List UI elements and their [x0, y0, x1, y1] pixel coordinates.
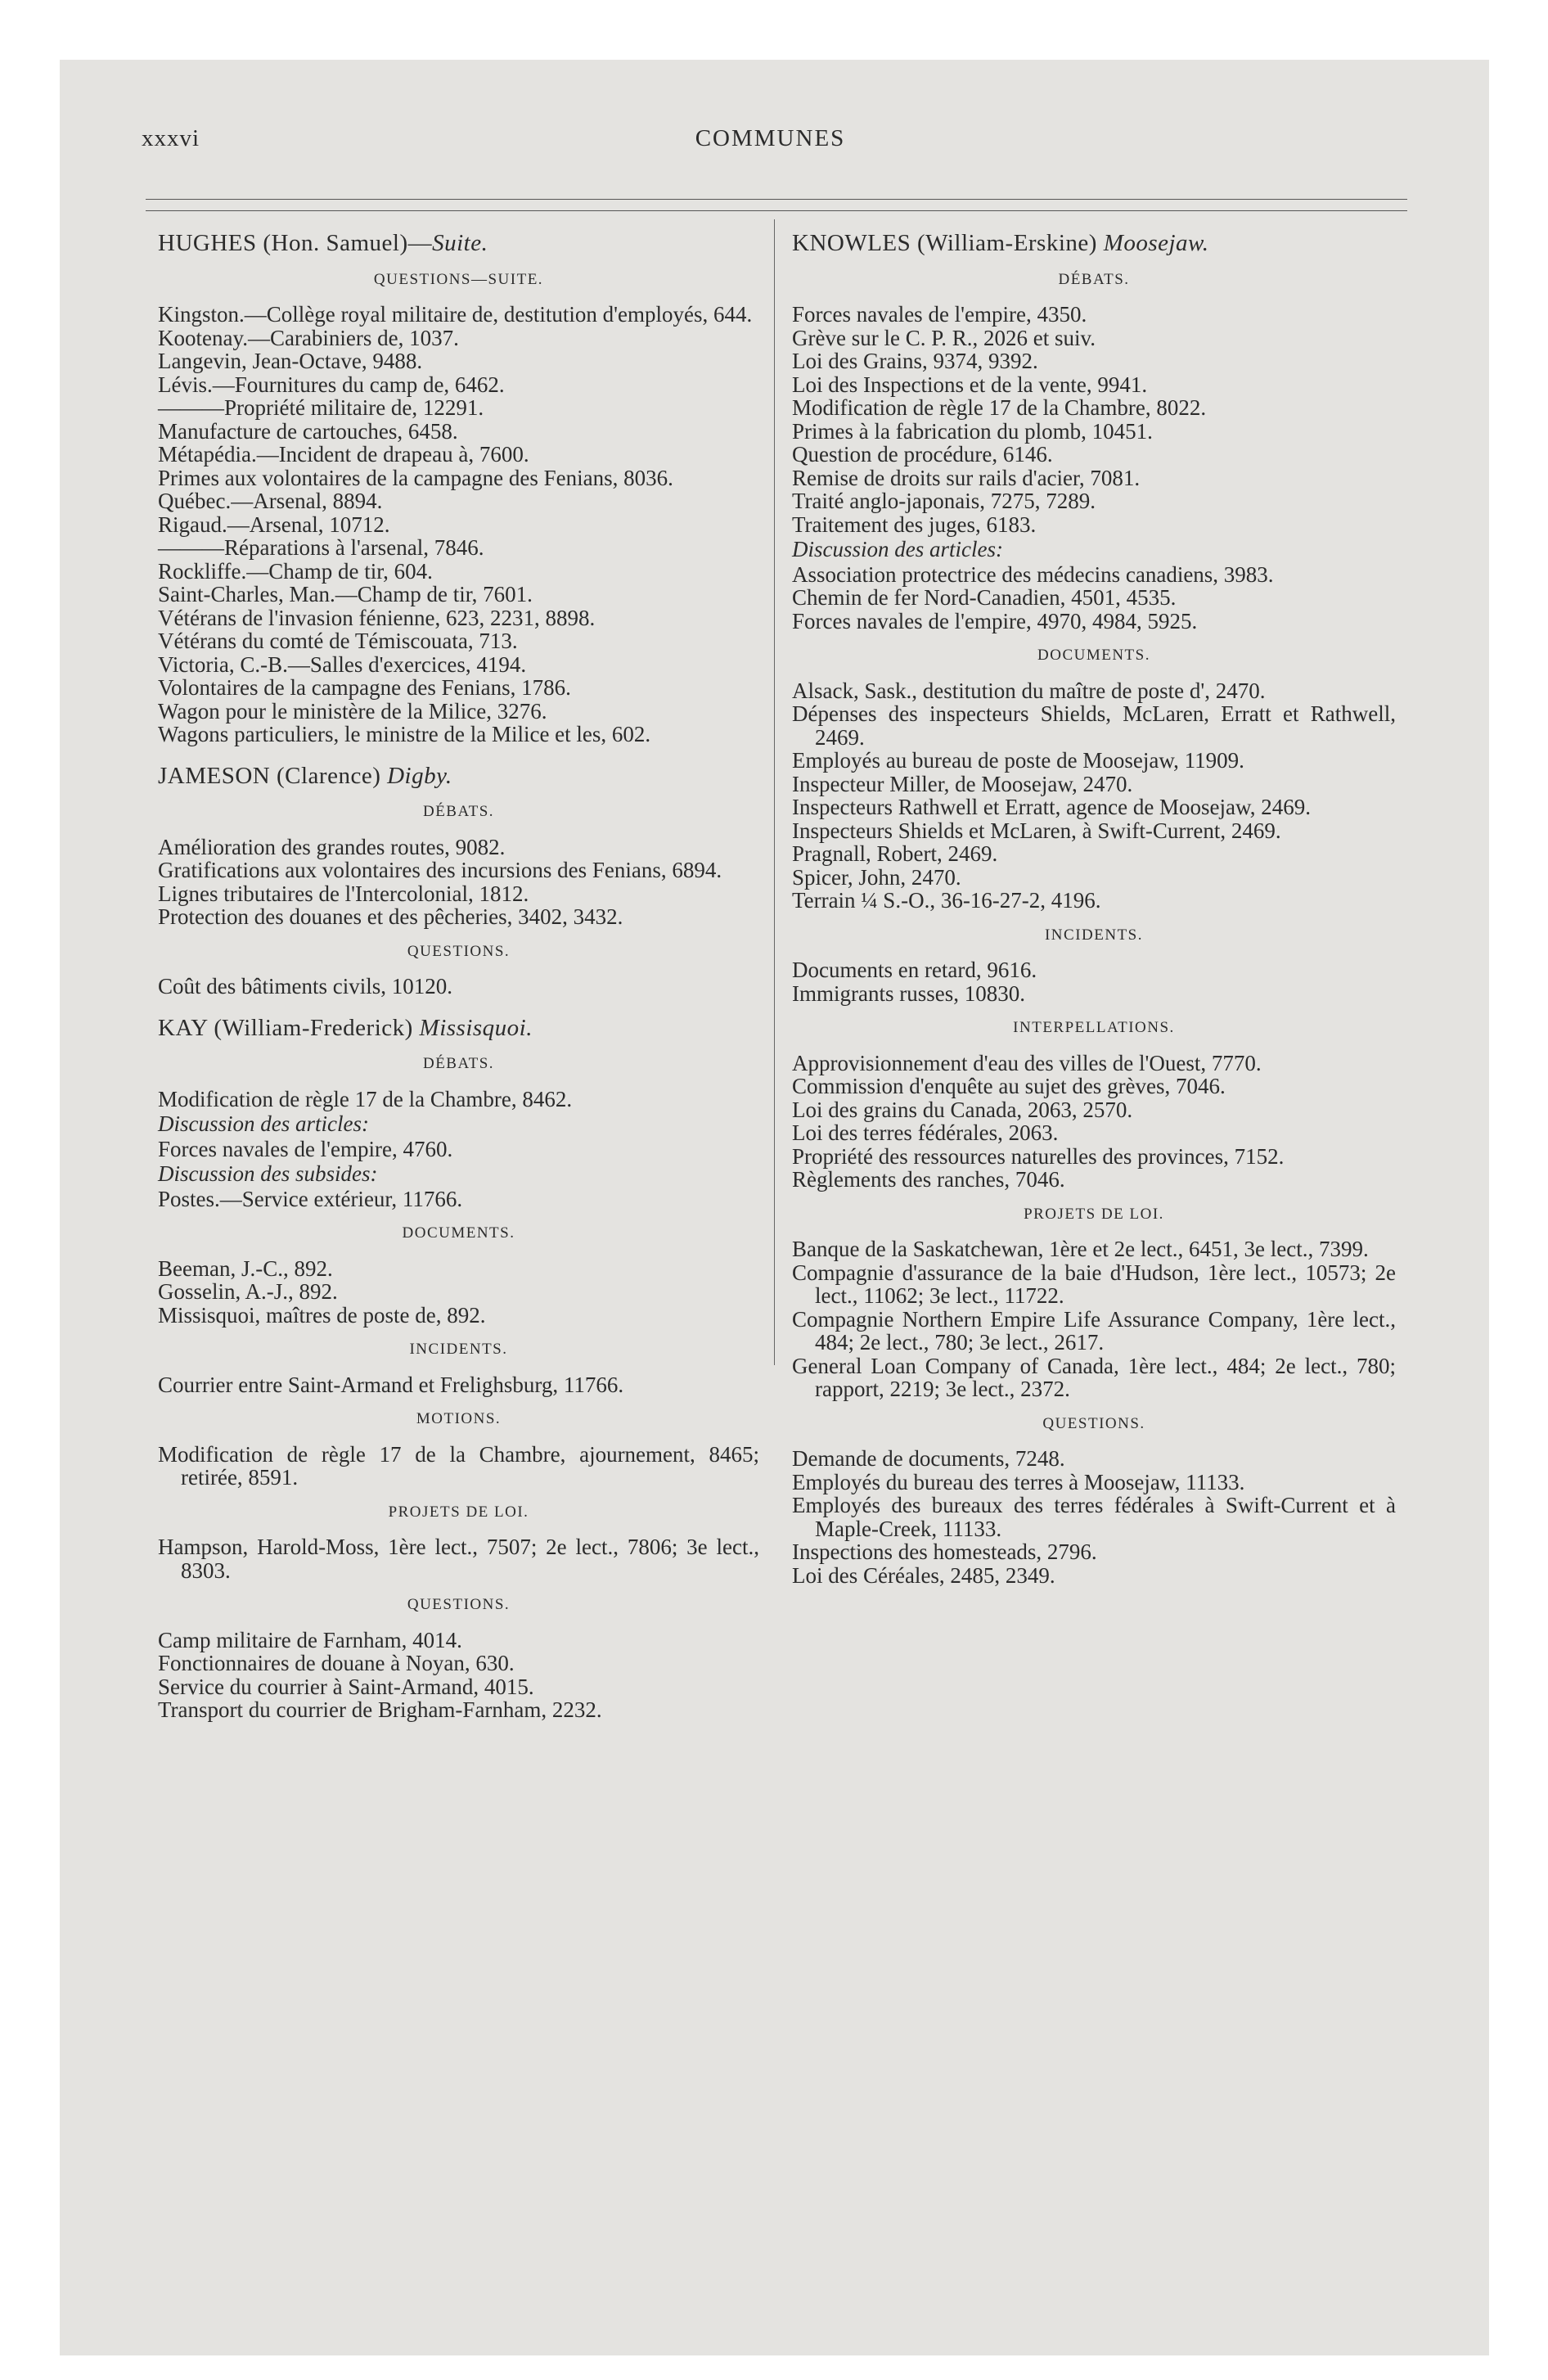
index-entry: Gratifications aux volontaires des incursions des Fenians, 6894. [158, 858, 722, 882]
index-entry: Coût des bâtiments civils, 10120. [158, 974, 452, 998]
index-entry: Forces navales de l'empire, 4760. [158, 1136, 453, 1161]
index-entry: Vétérans de l'invasion fénienne, 623, 2231, 8898. [158, 605, 596, 630]
index-entry: Question de procédure, 6146. [792, 442, 1053, 467]
index-entry: Règlements des ranches, 7046. [792, 1167, 1065, 1192]
index-entry: Commission d'enquête au sujet des grèves, 7046. [792, 1074, 1226, 1098]
header-rule-top [146, 199, 1407, 200]
index-entry: Métapédia.—Incident de drapeau à, 7600. [158, 442, 529, 467]
index-entry: Vétérans du comté de Témiscouata, 713. [158, 629, 518, 653]
index-entry: General Loan Company of Canada, 1ère lect., 484; 2e lect., 780; rapport, 2219; 3e lect., 2372. [792, 1353, 1396, 1401]
running-head [142, 125, 1399, 158]
index-entry: Loi des Céréales, 2485, 2349. [792, 1562, 1055, 1588]
index-entry: Terrain ¼ S.-O., 36-16-27-2, 4196. [792, 888, 1101, 913]
index-entry: Service du courrier à Saint-Armand, 4015. [158, 1674, 534, 1699]
section-heading: QUESTIONS—SUITE. [373, 270, 544, 288]
index-entry: Manufacture de cartouches, 6458. [158, 418, 458, 444]
index-entry: Gosselin, A.-J., 892. [158, 1279, 338, 1304]
index-entry: Traité anglo-japonais, 7275, 7289. [792, 489, 1096, 513]
member-heading [158, 764, 759, 788]
index-entry: Protection des douanes et des pêcheries, 3402, 3432. [158, 904, 623, 929]
index-entry: Inspecteurs Shields et McLaren, à Swift-Current, 2469. [792, 818, 1281, 843]
index-entry: Inspections des homesteads, 2796. [792, 1539, 1097, 1564]
section-heading: MOTIONS. [416, 1410, 502, 1427]
index-entry: Forces navales de l'empire, 4970, 4984, 5925. [792, 608, 1198, 633]
section-heading: INCIDENTS. [409, 1341, 508, 1358]
index-entry: Modification de règle 17 de la Chambre, 8462. [158, 1086, 573, 1111]
index-entry: Remise de droits sur rails d'acier, 7081. [792, 465, 1141, 490]
index-entry: Alsack, Sask., destitution du maître de poste d', 2470. [792, 678, 1266, 703]
left-column [158, 232, 759, 1722]
index-entry: Wagons particuliers, le ministre de la Milice et les, 602. [158, 722, 651, 746]
section-heading: QUESTIONS. [407, 942, 511, 960]
column-divider [774, 219, 775, 1365]
subsection-heading: Discussion des subsides: [158, 1161, 378, 1186]
index-entry: Documents en retard, 9616. [792, 958, 1037, 982]
index-entry: Hampson, Harold-Moss, 1ère lect., 7507; 2e lect., 7806; 3e lect., 8303. [158, 1535, 759, 1583]
index-entry: Primes à la fabrication du plomb, 10451. [792, 418, 1153, 444]
member-heading [792, 232, 1396, 255]
index-entry: Rockliffe.—Champ de tir, 604. [158, 558, 433, 584]
index-entry: Forces navales de l'empire, 4350. [792, 302, 1087, 327]
index-entry: Loi des terres fédérales, 2063. [792, 1120, 1059, 1145]
index-entry: ———Propriété militaire de, 12291. [158, 395, 484, 420]
index-entry: Pragnall, Robert, 2469. [792, 841, 998, 866]
index-entry: Employés du bureau des terres à Moosejaw, 11133. [792, 1469, 1245, 1494]
index-entry: Loi des grains du Canada, 2063, 2570. [792, 1097, 1133, 1122]
page-number: xxxvi [142, 125, 200, 151]
member-name: HUGHES (Hon. Samuel)— [158, 230, 433, 256]
index-entry: Fonctionnaires de douane à Noyan, 630. [158, 1651, 515, 1675]
section-heading: PROJETS DE LOI. [1024, 1205, 1164, 1223]
index-entry: Employés au bureau de poste de Moosejaw, 11909. [792, 748, 1244, 773]
index-entry: Inspecteur Miller, de Moosejaw, 2470. [792, 771, 1133, 796]
index-entry: Compagnie Northern Empire Life Assurance Company, 1ère lect., 484; 2e lect., 780; 3e lect., 2617. [792, 1306, 1396, 1355]
header-rule-bottom [146, 210, 1407, 211]
index-entry: Banque de la Saskatchewan, 1ère et 2e lect., 6451, 3e lect., 7399. [792, 1237, 1369, 1261]
index-entry: Modification de règle 17 de la Chambre, 8022. [792, 395, 1207, 420]
index-entry: Langevin, Jean-Octave, 9488. [158, 349, 423, 373]
constituency: Digby. [387, 762, 452, 789]
index-entry: Spicer, John, 2470. [792, 864, 961, 890]
section-heading: DÉBATS. [422, 803, 495, 820]
index-entry: Beeman, J.-C., 892. [158, 1255, 333, 1281]
index-entry: Postes.—Service extérieur, 11766. [158, 1186, 463, 1211]
member-heading [158, 1016, 759, 1040]
member-name: JAMESON (Clarence) [158, 762, 388, 789]
index-entry: Wagon pour le ministère de la Milice, 3276. [158, 698, 547, 723]
index-entry: ———Réparations à l'arsenal, 7846. [158, 535, 484, 560]
section-heading: QUESTIONS. [1042, 1414, 1145, 1432]
index-entry: Immigrants russes, 10830. [792, 980, 1025, 1006]
section-heading: DOCUMENTS. [402, 1224, 515, 1242]
index-entry: Primes aux volontaires de la campagne des Fenians, 8036. [158, 465, 673, 490]
index-entry: Propriété des ressources naturelles des provinces, 7152. [792, 1143, 1285, 1169]
spacer [158, 998, 759, 1016]
index-entry: Rigaud.—Arsenal, 10712. [158, 512, 390, 537]
index-entry: Traitement des juges, 6183. [792, 512, 1037, 537]
section-heading: PROJETS DE LOI. [388, 1503, 529, 1521]
index-entry: Lignes tributaires de l'Intercolonial, 1812. [158, 881, 529, 906]
index-entry: Modification de règle 17 de la Chambre, ajournement, 8465; retirée, 8591. [158, 1441, 759, 1490]
index-entry: Demande de documents, 7248. [792, 1446, 1065, 1471]
index-entry: Loi des Grains, 9374, 9392. [792, 349, 1038, 373]
right-column [792, 232, 1396, 1587]
index-entry: Saint-Charles, Man.—Champ de tir, 7601. [158, 582, 533, 606]
section-heading: DOCUMENTS. [1037, 647, 1150, 664]
index-entry: Victoria, C.-B.—Salles d'exercices, 4194. [158, 651, 527, 677]
member-heading [158, 232, 759, 255]
subsection-heading: Discussion des articles: [158, 1111, 369, 1136]
constituency: Moosejaw. [1103, 230, 1209, 256]
book-page [60, 60, 1489, 2355]
index-entry: Missisquoi, maîtres de poste de, 892. [158, 1302, 486, 1327]
index-entry: Amélioration des grandes routes, 9082. [158, 834, 506, 859]
index-entry: Volontaires de la campagne des Fenians, 1786. [158, 675, 571, 700]
index-entry: Lévis.—Fournitures du camp de, 6462. [158, 372, 505, 397]
section-heading: INTERPELLATIONS. [1013, 1019, 1175, 1036]
index-entry: Kootenay.—Carabiniers de, 1037. [158, 325, 459, 350]
index-entry: Québec.—Arsenal, 8894. [158, 489, 383, 513]
page-title: COMMUNES [695, 125, 846, 151]
index-entry: Employés des bureaux des terres fédérales à Swift-Current et à Maple-Creek, 11133. [792, 1493, 1396, 1541]
section-heading: DÉBATS. [1058, 270, 1130, 288]
constituency: Missisquoi. [419, 1014, 533, 1041]
section-heading: INCIDENTS. [1044, 926, 1144, 944]
index-entry: Transport du courrier de Brigham-Farnham, 2232. [158, 1697, 602, 1722]
index-entry: Association protectrice des médecins canadiens, 3983. [792, 561, 1274, 587]
section-heading: DÉBATS. [422, 1055, 495, 1072]
index-entry: Kingston.—Collège royal militaire de, destitution d'employés, 644. [158, 302, 753, 327]
section-heading: QUESTIONS. [407, 1596, 511, 1613]
index-entry: Courrier entre Saint-Armand et Frelighsburg, 11766. [158, 1372, 624, 1397]
index-entry: Camp militaire de Farnham, 4014. [158, 1627, 462, 1652]
index-entry: Loi des Inspections et de la vente, 9941. [792, 372, 1148, 397]
index-entry: Grève sur le C. P. R., 2026 et suiv. [792, 325, 1096, 350]
member-name: KNOWLES (William-Erskine) [792, 230, 1104, 256]
member-name: KAY (William-Frederick) [158, 1014, 420, 1041]
index-entry: Compagnie d'assurance de la baie d'Hudson, 1ère lect., 10573; 2e lect., 11062; 3e lect., 11722. [792, 1260, 1396, 1308]
index-entry: Inspecteurs Rathwell et Erratt, agence de Moosejaw, 2469. [792, 795, 1312, 819]
index-entry: Dépenses des inspecteurs Shields, McLaren, Erratt et Rathwell, 2469. [792, 701, 1396, 750]
subsection-heading: Discussion des articles: [792, 537, 1003, 561]
index-entry: Approvisionnement d'eau des villes de l'Ouest, 7770. [792, 1050, 1262, 1075]
constituency: Suite. [432, 230, 488, 256]
index-entry: Chemin de fer Nord-Canadien, 4501, 4535. [792, 585, 1177, 610]
spacer [158, 746, 759, 764]
